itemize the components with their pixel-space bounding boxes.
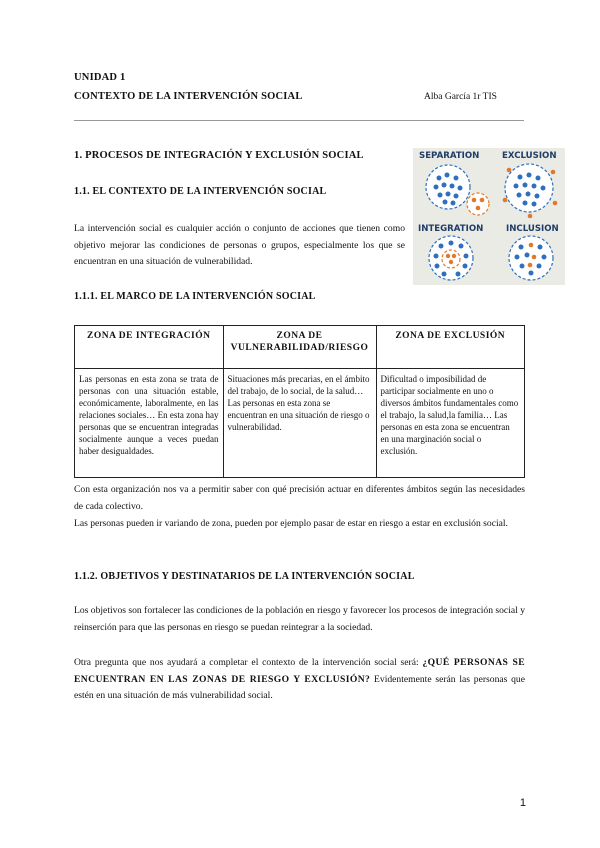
question-answer-text: Evidentemente serán las personas que estén en una situación de más vulnerabilidad social.	[74, 673, 525, 701]
separation-label: SEPARATION	[419, 151, 480, 161]
table-cell-vulnerability: Situaciones más precarias, en el ámbito del trabajo, de lo social, de la salud… Las personas en esta zona se encuentran en una situación de riesgo o vulnerabilidad.	[223, 369, 376, 478]
question-intro-text: Otra pregunta que nos ayudará a completar el contexto de la intervención social será:	[74, 657, 423, 668]
table-cell-integration: Las personas en esta zona se trata de personas con una situación estable, económicamente, laboralmente, en las relaciones sociales… En esta zona hay personas que se encuentran integradas socialmente aunque a veces puedan haber desigualdades.	[75, 369, 224, 478]
page-number: 1	[519, 797, 526, 809]
table-header-vulnerability: ZONA DE VULNERABILIDAD/RIESGO	[223, 326, 376, 369]
social-zones-illustration	[413, 148, 565, 285]
social-zones-table	[74, 325, 525, 478]
section-1-1-title: 1.1. EL CONTEXTO DE LA INTERVENCIÓN SOCIAL	[74, 186, 327, 197]
integration-label: INTEGRATION	[418, 224, 484, 234]
exclusion-label: EXCLUSION	[502, 151, 557, 161]
table-cell-exclusion: Dificultad o imposibilidad de participar socialmente en uno o diversos ámbitos fundamentales como el trabajo, la salud,la familia… Las personas en esta zona se encuentran en una marginación social o exclusión.	[376, 369, 525, 478]
section-1-1-paragraph: La intervención social es cualquier acción o conjunto de acciones que tienen como objetivo mejorar las condiciones de personas o grupos, especialmente los que se encuentran en una situación de vulnerabilidad.	[74, 223, 405, 267]
question-paragraph	[74, 655, 525, 705]
zone-change-paragraph: Las personas pueden ir variando de zona, pueden por ejemplo pasar de estar en riesgo a estar en exclusión social.	[74, 518, 508, 529]
organization-paragraph: Con esta organización nos va a permitir saber con qué precisión actuar en diferentes ámbitos según las necesidades de cada colectivo.	[74, 484, 525, 512]
table-header-integration: ZONA DE INTEGRACIÓN	[75, 326, 224, 369]
people-circles-graphic	[413, 148, 565, 285]
unit-label: UNIDAD 1	[74, 72, 126, 83]
header-divider	[74, 120, 524, 121]
objectives-paragraph: Los objetivos son fortalecer las condiciones de la población en riesgo y favorecer los procesos de integración social y reinserción para que las personas en riesgo se puedan reintegrar a la sociedad.	[74, 605, 525, 633]
table-header-exclusion: ZONA DE EXCLUSIÓN	[376, 326, 525, 369]
table-header-row	[75, 326, 525, 369]
author-label: Alba García 1r TIS	[424, 92, 497, 102]
section-1-title: 1. PROCESOS DE INTEGRACIÓN Y EXCLUSIÓN SOCIAL	[74, 150, 364, 161]
section-1-1-2-title: 1.1.2. OBJETIVOS Y DESTINATARIOS DE LA INTERVENCIÓN SOCIAL	[74, 571, 415, 582]
table-row	[75, 369, 525, 478]
question-highlight-text: ¿QUÉ PERSONAS SE ENCUENTRAN EN LAS ZONAS DE RIESGO Y EXCLUSIÓN?	[74, 657, 526, 685]
section-1-1-1-title: 1.1.1. EL MARCO DE LA INTERVENCIÓN SOCIAL	[74, 291, 316, 302]
inclusion-label: INCLUSION	[506, 224, 559, 234]
document-subject: CONTEXTO DE LA INTERVENCIÓN SOCIAL	[74, 91, 303, 102]
